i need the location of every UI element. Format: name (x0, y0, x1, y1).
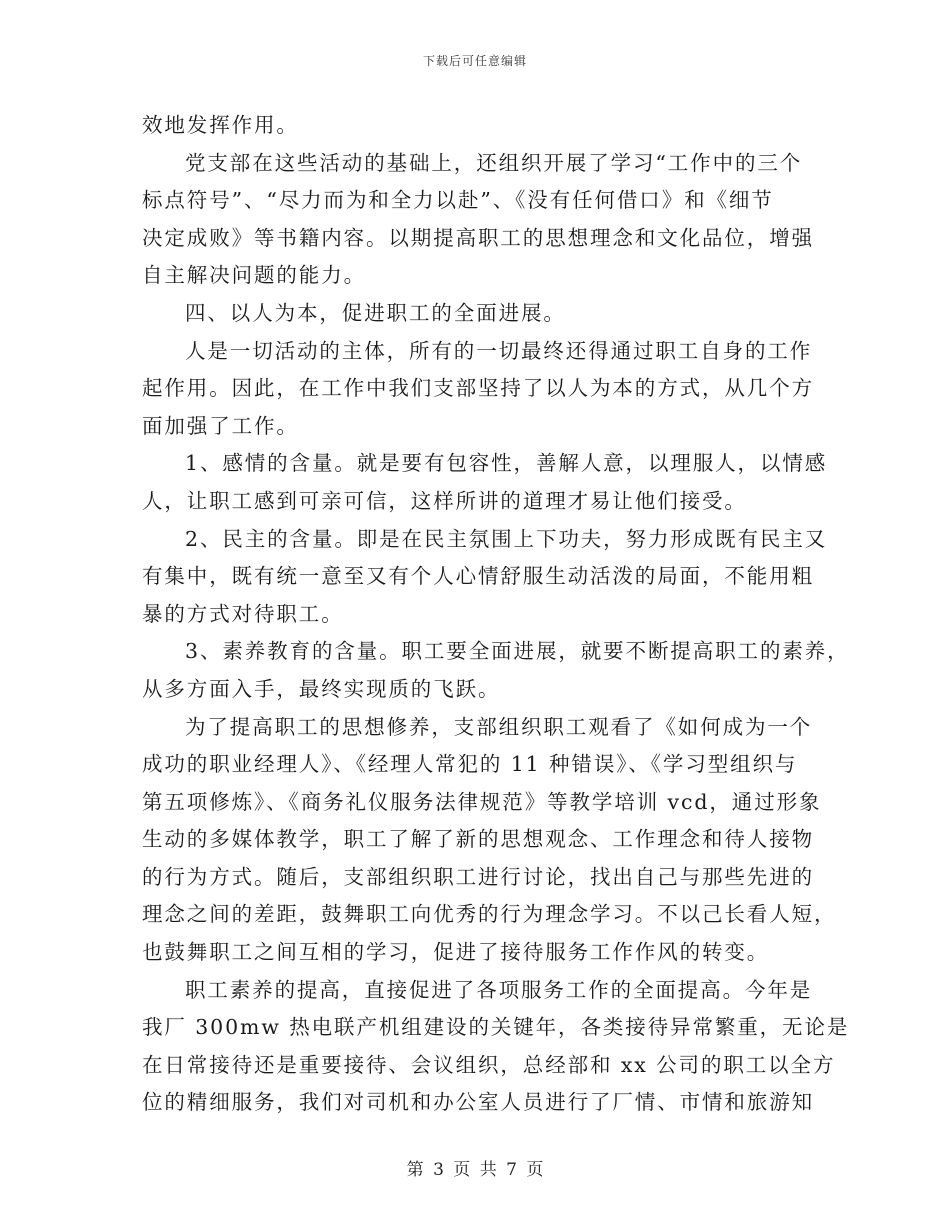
text-line: 位的精细服务，我们对司机和办公室人员进行了厂情、市情和旅游知 (142, 1090, 814, 1115)
paragraph (142, 145, 822, 295)
text-line: 职工素养的提高，直接促进了各项服务工作的全面提高。今年是 (185, 977, 813, 1002)
paragraph (142, 709, 837, 972)
text-line: 标点符号”、“尽力而为和全力以赴”、《没有任何借口》和《细节 (142, 188, 774, 213)
text-line: 四、以人为本，促进职工的全面进展。 (185, 300, 566, 325)
paragraph (142, 333, 822, 446)
text-line: 2、民主的含量。即是在民主氛围上下功夫，努力形成既有民主又 (185, 526, 828, 551)
section-heading (142, 295, 822, 333)
text-line: 我厂 300mw 热电联产机组建设的关键年，各类接待异常繁重，无论是 (142, 1015, 850, 1040)
text-line: 3、素养教育的含量。职工要全面进展，就要不断提高职工的素养， (185, 639, 850, 664)
text-line: 人，让职工感到可亲可信，这样所讲的道理才易让他们接受。 (142, 488, 747, 513)
document-body (142, 107, 850, 1122)
text-line: 的行为方式。随后，支部组织职工进行讨论，找出自己与那些先进的 (142, 864, 814, 889)
text-line: 从多方面入手，最终实现质的飞跃。 (142, 676, 501, 701)
text-line: 也鼓舞职工之间互相的学习，促进了接待服务工作作风的转变。 (142, 940, 770, 965)
text-line: 党支部在这些活动的基础上，还组织开展了学习“工作中的三个 (185, 150, 803, 175)
text-line: 在日常接待还是重要接待、会议组织，总经部和 xx 公司的职工以全方 (142, 1052, 836, 1077)
text-line: 生动的多媒体教学，职工了解了新的思想观念、工作理念和待人接物 (142, 827, 814, 852)
text-line: 为了提高职工的思想修养，支部组织职工观看了《如何成为一个 (185, 714, 813, 739)
text-line: 面加强了工作。 (142, 413, 299, 438)
text-line: 理念之间的差距，鼓舞职工向优秀的行为理念学习。不以己长看人短， (142, 902, 837, 927)
text-line: 暴的方式对待职工。 (142, 601, 344, 626)
paragraph (142, 633, 850, 708)
page-number: 第 3 页 共 7 页 (406, 1160, 544, 1180)
text-line: 成功的职业经理人》、《经理人常犯的 11 种错误》、《学习型组织与 (142, 752, 798, 777)
page-header: 下载后可任意编辑 (422, 54, 527, 68)
text-line: 1、感情的含量。就是要有包容性，善解人意，以理服人，以情感 (185, 451, 828, 476)
text-line: 决定成败》等书籍内容。以期提高职工的思想理念和文化品位，增强 (142, 225, 814, 250)
text-line: 第五项修炼》、《商务礼仪服务法律规范》等教学培训 vcd，通过形象 (142, 789, 822, 814)
text-line: 起作用。因此，在工作中我们支部坚持了以人为本的方式，从几个方 (142, 376, 814, 401)
text-line: 人是一切活动的主体，所有的一切最终还得通过职工自身的工作 (185, 338, 813, 363)
paragraph (142, 107, 822, 145)
paragraph (142, 521, 828, 634)
text-line: 效地发挥作用。 (142, 113, 299, 137)
text-line: 有集中，既有统一意至又有个人心情舒服生动活泼的局面，不能用粗 (142, 564, 814, 589)
paragraph (142, 445, 828, 520)
text-line: 自主解决问题的能力。 (142, 263, 366, 288)
paragraph (142, 972, 850, 1122)
